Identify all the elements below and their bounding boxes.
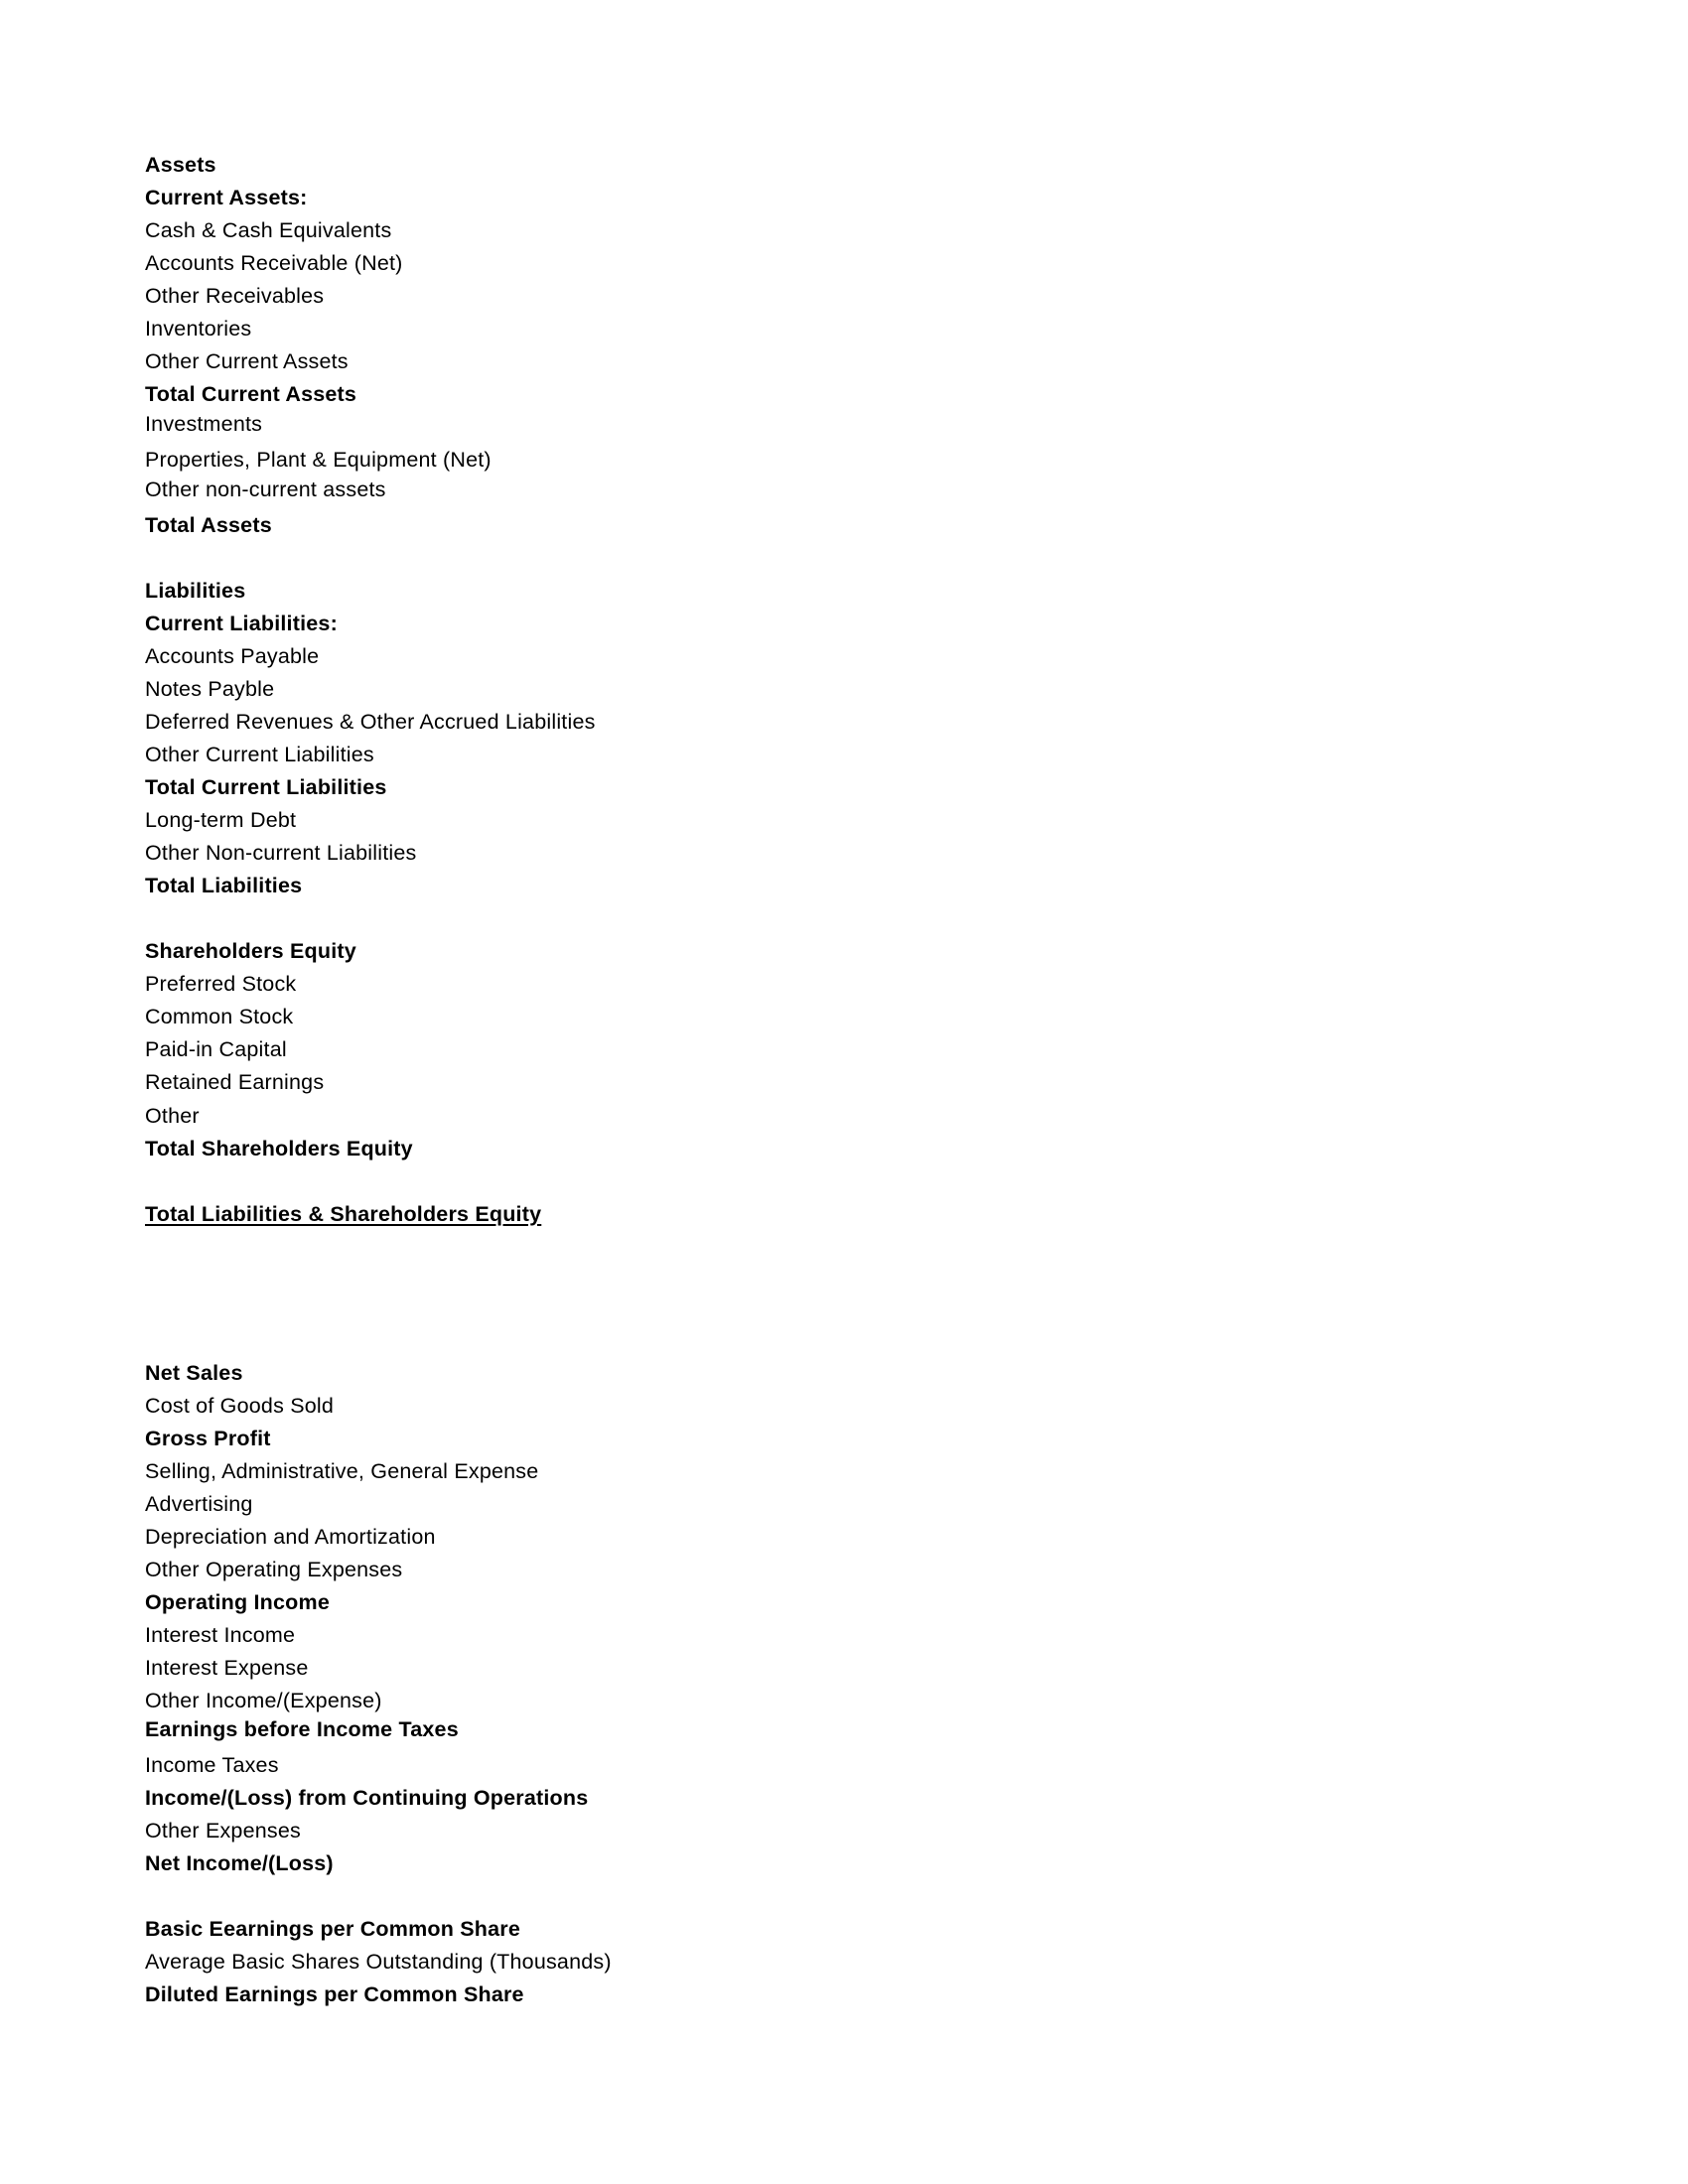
basic-eps: Basic Eearnings per Common Share: [145, 1917, 520, 1941]
average-basic-shares: Average Basic Shares Outstanding (Thousands): [145, 1950, 612, 1974]
nonop-line-item: Other Income/(Expense): [145, 1689, 382, 1712]
nonop-line-item: Interest Income: [145, 1623, 296, 1647]
liability-line-item: Other Current Liabilities: [145, 743, 374, 766]
cost-of-goods-sold: Cost of Goods Sold: [145, 1394, 335, 1418]
other-expenses: Other Expenses: [145, 1819, 301, 1843]
liability-line-item: Other Non-current Liabilities: [145, 841, 417, 865]
asset-line-item: Other Receivables: [145, 284, 325, 308]
liabilities-heading: Liabilities: [145, 579, 246, 603]
asset-line-item: Accounts Receivable (Net): [145, 251, 403, 275]
asset-line-item: Investments: [145, 412, 263, 436]
net-sales: Net Sales: [145, 1361, 243, 1385]
liability-line-item: Accounts Payable: [145, 644, 320, 668]
diluted-eps: Diluted Earnings per Common Share: [145, 1982, 524, 2006]
earnings-before-taxes: Earnings before Income Taxes: [145, 1717, 459, 1741]
nonop-line-item: Interest Expense: [145, 1656, 309, 1680]
liability-line-item: Long-term Debt: [145, 808, 297, 832]
assets-heading: Assets: [145, 153, 216, 177]
total-shareholders-equity: Total Shareholders Equity: [145, 1137, 413, 1160]
opex-line-item: Other Operating Expenses: [145, 1558, 403, 1581]
asset-line-item: Other Current Assets: [145, 349, 349, 373]
opex-line-item: Advertising: [145, 1492, 253, 1516]
income-continuing-operations: Income/(Loss) from Continuing Operations: [145, 1786, 589, 1810]
liability-line-item: Deferred Revenues & Other Accrued Liabilities: [145, 710, 596, 734]
total-current-assets: Total Current Assets: [145, 382, 357, 406]
total-current-liabilities: Total Current Liabilities: [145, 775, 387, 799]
total-liabilities: Total Liabilities: [145, 874, 303, 897]
current-liabilities-heading: Current Liabilities:: [145, 612, 338, 635]
asset-line-item: Inventories: [145, 317, 252, 341]
total-liabilities-and-equity: Total Liabilities & Shareholders Equity: [145, 1202, 542, 1226]
opex-line-item: Selling, Administrative, General Expense: [145, 1459, 539, 1483]
asset-line-item: Cash & Cash Equivalents: [145, 218, 392, 242]
current-assets-heading: Current Assets:: [145, 186, 308, 209]
asset-line-item: Other non-current assets: [145, 478, 386, 501]
equity-line-item: Paid-in Capital: [145, 1037, 287, 1061]
total-assets: Total Assets: [145, 513, 272, 537]
income-taxes: Income Taxes: [145, 1753, 279, 1777]
gross-profit: Gross Profit: [145, 1427, 271, 1450]
equity-line-item: Common Stock: [145, 1005, 294, 1028]
opex-line-item: Depreciation and Amortization: [145, 1525, 436, 1549]
equity-line-item: Retained Earnings: [145, 1070, 325, 1094]
net-income: Net Income/(Loss): [145, 1851, 334, 1875]
equity-line-item: Other: [145, 1104, 200, 1128]
equity-line-item: Preferred Stock: [145, 972, 297, 996]
liability-line-item: Notes Payble: [145, 677, 275, 701]
equity-heading: Shareholders Equity: [145, 939, 356, 963]
operating-income: Operating Income: [145, 1590, 330, 1614]
asset-line-item: Properties, Plant & Equipment (Net): [145, 448, 492, 472]
